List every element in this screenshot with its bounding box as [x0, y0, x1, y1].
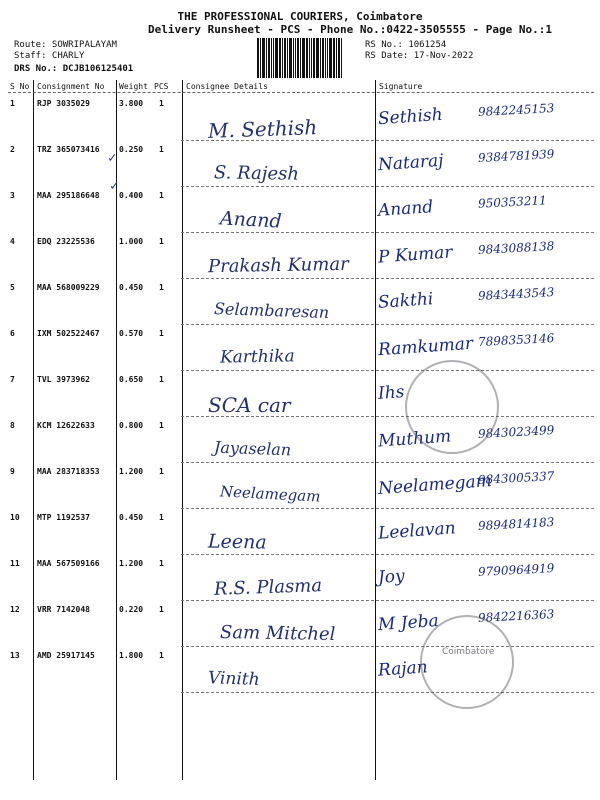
consignee-name-handwritten: Leena [207, 530, 267, 554]
recipient-signature: Leelavan [377, 518, 457, 544]
stamp-seal [420, 615, 514, 709]
recipient-signature: P Kumar [377, 242, 454, 268]
recipient-phone: 9843443543 [477, 285, 555, 303]
consignee-name-handwritten: Karthika [219, 346, 295, 368]
recipient-signature: Muthum [377, 426, 452, 452]
weight-value: 1.200 [119, 559, 144, 568]
row-sno: 10 [10, 513, 20, 522]
weight-value: 0.800 [119, 421, 144, 430]
recipient-signature: Rajan [377, 657, 429, 681]
row-sno: 9 [10, 467, 15, 476]
pcs-count: 1 [159, 513, 164, 522]
col-header-consignee: Consignee Details [186, 82, 268, 91]
consignment-number: MAA 568009229 [37, 283, 100, 292]
recipient-phone: 9843088138 [477, 239, 555, 257]
pcs-count: 1 [159, 375, 164, 384]
pcs-count: 1 [159, 283, 164, 292]
weight-value: 0.450 [119, 283, 144, 292]
pcs-count: 1 [159, 605, 164, 614]
consignment-number: MAA 567509166 [37, 559, 100, 568]
weight-value: 0.250 [119, 145, 144, 154]
recipient-signature: Sakthi [377, 289, 434, 313]
pcs-count: 1 [159, 99, 164, 108]
weight-value: 0.220 [119, 605, 144, 614]
table-row [8, 509, 594, 555]
consignee-name-handwritten: Anand [219, 207, 283, 233]
weight-value: 0.570 [119, 329, 144, 338]
weight-value: 1.200 [119, 467, 144, 476]
row-sno: 13 [10, 651, 20, 660]
row-sno: 8 [10, 421, 15, 430]
checkmark-icon: ✓ [110, 178, 119, 194]
weight-value: 1.800 [119, 651, 144, 660]
col-header-sno: S No [10, 82, 30, 91]
table-row [8, 417, 594, 463]
weight-value: 0.450 [119, 513, 144, 522]
consignee-name-handwritten: M. Sethish [207, 115, 318, 143]
consignment-number: TRZ 365073416 [37, 145, 100, 154]
pcs-count: 1 [159, 651, 164, 660]
row-sno: 7 [10, 375, 15, 384]
recipient-signature: Anand [377, 197, 434, 221]
consignee-name-handwritten: R.S. Plasma [213, 575, 323, 600]
consignee-name-handwritten: Jayaselan [213, 437, 292, 460]
table-row [8, 555, 594, 601]
route-label: Route: SOWRIPALAYAM [14, 40, 117, 50]
checkmark-icon: ✓ [108, 150, 117, 166]
pcs-count: 1 [159, 237, 164, 246]
pcs-count: 1 [159, 329, 164, 338]
recipient-phone: 9843005337 [477, 469, 555, 487]
consignee-name-handwritten: SCA car [208, 393, 291, 417]
weight-value: 0.400 [119, 191, 144, 200]
weight-value: 1.000 [119, 237, 144, 246]
row-sno: 6 [10, 329, 15, 338]
row-sno: 3 [10, 191, 15, 200]
row-sno: 2 [10, 145, 15, 154]
weight-value: 3.800 [119, 99, 144, 108]
consignment-number: AMD 25917145 [37, 651, 95, 660]
table-row [8, 141, 594, 187]
col-header-pcs: PCS [154, 82, 169, 91]
barcode [257, 38, 357, 78]
recipient-signature: Sethish [377, 104, 444, 130]
consignment-number: MAA 283718353 [37, 467, 100, 476]
col-header-signature: Signature [379, 82, 423, 91]
runsheet-subtitle: Delivery Runsheet - PCS - Phone No.:0422-3505555 - Page No.:1 [148, 23, 552, 36]
consignee-name-handwritten: Prakash Kumar [207, 253, 349, 278]
recipient-signature: Nataraj [377, 150, 445, 176]
recipient-signature: M Jeba [377, 610, 440, 636]
recipient-phone: 9790964919 [477, 561, 555, 579]
pcs-count: 1 [159, 467, 164, 476]
consignment-number: EDQ 23225536 [37, 237, 95, 246]
consignment-number: MTP 1192537 [37, 513, 90, 522]
consignee-name-handwritten: Selambaresan [213, 298, 330, 323]
consignment-number: VRR 7142048 [37, 605, 90, 614]
col-header-weight: Weight [119, 82, 148, 91]
row-sno: 11 [10, 559, 20, 568]
staff-label: Staff: CHARLY [14, 51, 85, 61]
recipient-phone: 9843023499 [477, 423, 555, 441]
stamp-label: Coimbatore [442, 647, 495, 657]
pcs-count: 1 [159, 191, 164, 200]
consignment-number: IXM 502522467 [37, 329, 100, 338]
col-header-consignment: Consignment No [37, 82, 105, 91]
row-divider [181, 692, 594, 693]
company-title: THE PROFESSIONAL COURIERS, Coimbatore [177, 10, 423, 23]
row-sno: 4 [10, 237, 15, 246]
drs-number: DRS No.: DCJB106125401 [14, 64, 134, 74]
recipient-phone: 7898353146 [477, 331, 555, 349]
table-row [8, 463, 594, 509]
consignment-number: MAA 295186648 [37, 191, 100, 200]
recipient-signature: Ihs [377, 382, 406, 404]
pcs-count: 1 [159, 421, 164, 430]
recipient-phone: 950353211 [477, 193, 548, 211]
table-row [8, 371, 594, 417]
recipient-phone: 9384781939 [477, 147, 555, 165]
consignment-number: TVL 3973962 [37, 375, 90, 384]
recipient-signature: Joy [377, 566, 406, 588]
table-row [8, 279, 594, 325]
recipient-signature: Ramkumar [377, 333, 474, 361]
recipient-phone: 9842216363 [477, 607, 555, 625]
table-row [8, 95, 594, 141]
consignee-name-handwritten: Sam Mitchel [219, 621, 336, 646]
recipient-phone: 9894814183 [477, 515, 555, 533]
stamp-seal [405, 360, 499, 454]
consignee-name-handwritten: Vinith [207, 668, 260, 690]
rs-number: RS No.: 1061254 [365, 40, 447, 50]
recipient-phone: 9842245153 [477, 101, 555, 119]
row-sno: 5 [10, 283, 15, 292]
weight-value: 0.650 [119, 375, 144, 384]
rs-date: RS Date: 17-Nov-2022 [365, 51, 474, 61]
recipient-signature: Neelamegam [377, 471, 493, 499]
consignment-number: RJP 3035029 [37, 99, 90, 108]
table-row [8, 325, 594, 371]
consignee-name-handwritten: Neelamegam [219, 482, 321, 506]
consignee-name-handwritten: S. Rajesh [213, 162, 300, 185]
table-row [8, 187, 594, 233]
row-sno: 1 [10, 99, 15, 108]
row-sno: 12 [10, 605, 20, 614]
pcs-count: 1 [159, 559, 164, 568]
pcs-count: 1 [159, 145, 164, 154]
table-row [8, 233, 594, 279]
consignment-number: KCM 12622633 [37, 421, 95, 430]
